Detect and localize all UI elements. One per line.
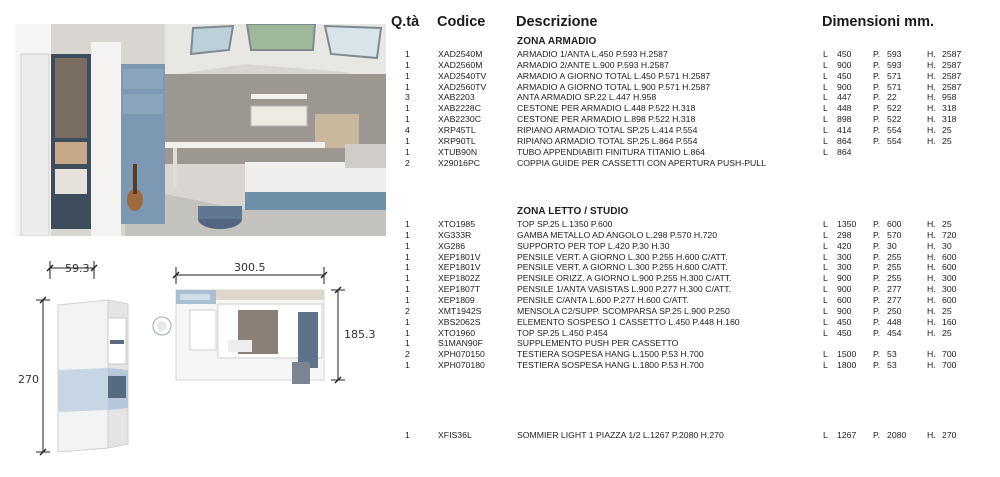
row-qty: 1 bbox=[405, 240, 410, 251]
row-h-label: H. bbox=[927, 251, 936, 262]
row-l-value: 898 bbox=[837, 114, 852, 125]
row-code: XPH070180 bbox=[438, 360, 485, 371]
row-l-value: 900 bbox=[837, 59, 852, 70]
row-p-value: 454 bbox=[887, 327, 902, 338]
header-dimensions: Dimensioni mm. bbox=[822, 14, 934, 30]
technical-drawings bbox=[0, 250, 390, 472]
table-row bbox=[390, 284, 1000, 295]
row-l-label: L bbox=[823, 229, 828, 240]
row-l-value: 450 bbox=[837, 70, 852, 81]
row-l-label: L bbox=[823, 262, 828, 273]
row-p-value: 571 bbox=[887, 81, 902, 92]
row-p-value: 593 bbox=[887, 49, 902, 59]
row-l-value: 300 bbox=[837, 251, 852, 262]
row-code: XEP1807T bbox=[438, 284, 481, 295]
row-description: PENSILE ORIZZ. A GIORNO L.900 P.255 H.300 C/ATT. bbox=[517, 273, 732, 284]
row-h-label: H. bbox=[927, 294, 936, 305]
header-description: Descrizione bbox=[516, 14, 598, 30]
table-row bbox=[390, 241, 1000, 252]
height-small-label: 270 bbox=[18, 373, 39, 386]
row-p-value: 522 bbox=[887, 114, 902, 125]
row-h-value: 300 bbox=[942, 284, 957, 295]
row-description: SUPPORTO PER TOP L.420 P.30 H.30 bbox=[517, 240, 670, 251]
row-p-value: 255 bbox=[887, 262, 902, 273]
row-code: X29016PC bbox=[438, 157, 481, 168]
row-p-label: P. bbox=[873, 49, 881, 59]
row-l-label: L bbox=[823, 349, 828, 360]
row-qty: 1 bbox=[405, 338, 410, 349]
row-h-label: H. bbox=[927, 229, 936, 240]
row-h-label: H. bbox=[927, 360, 936, 371]
table-row bbox=[390, 82, 1000, 93]
row-p-label: P. bbox=[873, 114, 881, 125]
row-description: ARMADIO 1/ANTA L.450 P.593 H.2587 bbox=[517, 49, 668, 59]
row-l-value: 1267 bbox=[837, 430, 857, 440]
row-code: XFIS36L bbox=[438, 430, 472, 440]
row-h-value: 2587 bbox=[942, 59, 962, 70]
row-description: COPPIA GUIDE PER CASSETTI CON APERTURA PUSH-PULL bbox=[517, 157, 766, 168]
row-p-label: P. bbox=[873, 262, 881, 273]
row-p-label: P. bbox=[873, 294, 881, 305]
row-h-value: 720 bbox=[942, 229, 957, 240]
row-p-label: P. bbox=[873, 229, 881, 240]
row-p-label: P. bbox=[873, 59, 881, 70]
row-p-label: P. bbox=[873, 316, 881, 327]
row-h-value: 25 bbox=[942, 135, 952, 146]
row-code: XG333R bbox=[438, 229, 472, 240]
row-l-label: L bbox=[823, 114, 828, 125]
table-row bbox=[390, 338, 1000, 349]
width-small-label: 59.3 bbox=[65, 262, 90, 275]
row-code: XTO1960 bbox=[438, 327, 476, 338]
row-p-label: P. bbox=[873, 430, 881, 440]
row-code: XAD2560M bbox=[438, 59, 483, 70]
row-h-value: 700 bbox=[942, 349, 957, 360]
row-qty: 1 bbox=[405, 284, 410, 295]
row-description: PENSILE 1/ANTA VASISTAS L.900 P.277 H.300 C/ATT. bbox=[517, 284, 732, 295]
row-code: XAD2540M bbox=[438, 49, 483, 59]
width-plan-label: 300.5 bbox=[234, 261, 266, 274]
row-description: TESTIERA SOSPESA HANG L.1800 P.53 H.700 bbox=[517, 360, 704, 371]
table-row bbox=[390, 230, 1000, 241]
row-h-label: H. bbox=[927, 430, 936, 440]
row-h-label: H. bbox=[927, 262, 936, 273]
parts-table bbox=[390, 0, 1000, 472]
row-qty: 1 bbox=[405, 360, 410, 371]
row-h-value: 300 bbox=[942, 273, 957, 284]
row-l-label: L bbox=[823, 103, 828, 114]
row-h-label: H. bbox=[927, 103, 936, 114]
row-l-value: 450 bbox=[837, 316, 852, 327]
table-row bbox=[390, 306, 1000, 317]
table-row bbox=[390, 219, 1000, 230]
table-row bbox=[390, 262, 1000, 273]
row-h-value: 25 bbox=[942, 124, 952, 135]
table-row bbox=[390, 49, 1000, 60]
row-l-value: 420 bbox=[837, 240, 852, 251]
row-code: XTUB90N bbox=[438, 146, 478, 157]
row-l-label: L bbox=[823, 219, 828, 229]
row-p-value: 522 bbox=[887, 103, 902, 114]
row-l-value: 864 bbox=[837, 135, 852, 146]
row-l-value: 450 bbox=[837, 49, 852, 59]
row-l-label: L bbox=[823, 240, 828, 251]
row-h-value: 958 bbox=[942, 92, 957, 103]
header-qty: Q.tà bbox=[391, 14, 420, 30]
row-code: XTO1985 bbox=[438, 219, 476, 229]
row-l-label: L bbox=[823, 327, 828, 338]
row-qty: 1 bbox=[405, 146, 410, 157]
row-qty: 1 bbox=[405, 316, 410, 327]
row-code: XAB2230C bbox=[438, 114, 481, 125]
row-l-label: L bbox=[823, 92, 828, 103]
row-p-label: P. bbox=[873, 273, 881, 284]
row-p-label: P. bbox=[873, 70, 881, 81]
row-h-label: H. bbox=[927, 273, 936, 284]
row-description: SUPPLEMENTO PUSH PER CASSETTO bbox=[517, 338, 679, 349]
row-code: XPH070150 bbox=[438, 349, 485, 360]
table-row bbox=[390, 103, 1000, 114]
row-h-value: 318 bbox=[942, 114, 957, 125]
row-description: TOP SP.25 L.1350 P.600 bbox=[517, 219, 613, 229]
row-h-value: 2587 bbox=[942, 81, 962, 92]
row-h-value: 2587 bbox=[942, 49, 962, 59]
row-qty: 1 bbox=[405, 273, 410, 284]
row-p-value: 593 bbox=[887, 59, 902, 70]
section-title: ZONA ARMADIO bbox=[517, 36, 597, 47]
row-p-label: P. bbox=[873, 305, 881, 316]
row-l-label: L bbox=[823, 284, 828, 295]
row-qty: 2 bbox=[405, 157, 410, 168]
row-l-label: L bbox=[823, 124, 828, 135]
row-l-value: 450 bbox=[837, 327, 852, 338]
row-h-label: H. bbox=[927, 135, 936, 146]
row-qty: 1 bbox=[405, 70, 410, 81]
row-code: XBS2062S bbox=[438, 316, 481, 327]
row-h-label: H. bbox=[927, 124, 936, 135]
row-p-label: P. bbox=[873, 327, 881, 338]
row-qty: 2 bbox=[405, 349, 410, 360]
row-p-label: P. bbox=[873, 124, 881, 135]
row-l-label: L bbox=[823, 430, 828, 440]
row-l-label: L bbox=[823, 305, 828, 316]
row-description: ARMADIO A GIORNO TOTAL L.900 P.571 H.2587 bbox=[517, 81, 711, 92]
depth-plan-label: 185.3 bbox=[344, 328, 376, 341]
row-l-value: 900 bbox=[837, 81, 852, 92]
row-l-label: L bbox=[823, 49, 828, 59]
table-row bbox=[390, 317, 1000, 328]
row-l-value: 447 bbox=[837, 92, 852, 103]
row-qty: 3 bbox=[405, 92, 410, 103]
row-code: XG286 bbox=[438, 240, 466, 251]
row-code: S1MAN90F bbox=[438, 338, 483, 349]
row-code: XEP1802Z bbox=[438, 273, 481, 284]
row-p-value: 571 bbox=[887, 70, 902, 81]
row-description: MENSOLA C2/SUPP. SCOMPARSA SP.25 L.900 P.250 bbox=[517, 305, 730, 316]
row-p-label: P. bbox=[873, 349, 881, 360]
row-l-label: L bbox=[823, 135, 828, 146]
row-code: XRP45TL bbox=[438, 124, 476, 135]
row-description: TESTIERA SOSPESA HANG L.1500 P.53 H.700 bbox=[517, 349, 704, 360]
table-row bbox=[390, 360, 1000, 371]
table-row bbox=[390, 328, 1000, 339]
row-l-value: 298 bbox=[837, 229, 852, 240]
row-description: CESTONE PER ARMADIO L.898 P.522 H.318 bbox=[517, 114, 696, 125]
row-l-label: L bbox=[823, 146, 828, 157]
row-p-label: P. bbox=[873, 103, 881, 114]
row-l-label: L bbox=[823, 360, 828, 371]
row-code: XAB2228C bbox=[438, 103, 481, 114]
row-code: XAB2203 bbox=[438, 92, 475, 103]
row-h-label: H. bbox=[927, 70, 936, 81]
row-description: PENSILE VERT. A GIORNO L.300 P.255 H.600 C/ATT. bbox=[517, 262, 728, 273]
table-row bbox=[390, 349, 1000, 360]
table-row bbox=[390, 136, 1000, 147]
row-qty: 1 bbox=[405, 251, 410, 262]
row-code: XMT1942S bbox=[438, 305, 482, 316]
row-l-label: L bbox=[823, 316, 828, 327]
row-p-value: 22 bbox=[887, 92, 897, 103]
row-h-value: 25 bbox=[942, 305, 952, 316]
row-description: SOMMIER LIGHT 1 PIAZZA 1/2 L.1267 P.2080 H.270 bbox=[517, 430, 724, 440]
row-qty: 1 bbox=[405, 327, 410, 338]
row-h-value: 25 bbox=[942, 219, 952, 229]
row-p-label: P. bbox=[873, 135, 881, 146]
table-row bbox=[390, 430, 1000, 441]
room-photo bbox=[15, 24, 386, 236]
row-p-label: P. bbox=[873, 360, 881, 371]
row-p-value: 448 bbox=[887, 316, 902, 327]
row-h-value: 318 bbox=[942, 103, 957, 114]
row-h-value: 270 bbox=[942, 430, 957, 440]
row-l-value: 900 bbox=[837, 273, 852, 284]
row-p-label: P. bbox=[873, 81, 881, 92]
row-h-label: H. bbox=[927, 316, 936, 327]
table-row bbox=[390, 114, 1000, 125]
row-code: XEP1801V bbox=[438, 262, 481, 273]
row-qty: 4 bbox=[405, 124, 410, 135]
row-description: TOP SP.25 L.450 P.454 bbox=[517, 327, 608, 338]
row-h-value: 600 bbox=[942, 294, 957, 305]
row-l-label: L bbox=[823, 273, 828, 284]
row-description: RIPIANO ARMADIO TOTAL SP.25 L.414 P.554 bbox=[517, 124, 698, 135]
row-qty: 1 bbox=[405, 135, 410, 146]
row-p-value: 53 bbox=[887, 360, 897, 371]
row-description: CESTONE PER ARMADIO L.448 P.522 H.318 bbox=[517, 103, 696, 114]
row-l-label: L bbox=[823, 81, 828, 92]
row-l-value: 900 bbox=[837, 305, 852, 316]
row-h-value: 25 bbox=[942, 327, 952, 338]
row-h-label: H. bbox=[927, 49, 936, 59]
table-row bbox=[390, 147, 1000, 158]
row-h-label: H. bbox=[927, 284, 936, 295]
row-h-value: 160 bbox=[942, 316, 957, 327]
row-p-value: 53 bbox=[887, 349, 897, 360]
row-h-label: H. bbox=[927, 81, 936, 92]
row-description: ARMADIO A GIORNO TOTAL L.450 P.571 H.2587 bbox=[517, 70, 711, 81]
row-description: ELEMENTO SOSPESO 1 CASSETTO L.450 P.448 H.160 bbox=[517, 316, 740, 327]
row-l-value: 1800 bbox=[837, 360, 857, 371]
row-p-value: 30 bbox=[887, 240, 897, 251]
row-description: PENSILE C/ANTA L.600 P.277 H.600 C/ATT. bbox=[517, 294, 689, 305]
row-p-label: P. bbox=[873, 240, 881, 251]
row-l-value: 414 bbox=[837, 124, 852, 135]
table-row bbox=[390, 273, 1000, 284]
row-description: ANTA ARMADIO SP.22 L.447 H.958 bbox=[517, 92, 657, 103]
row-l-value: 600 bbox=[837, 294, 852, 305]
row-code: XEP1801V bbox=[438, 251, 481, 262]
row-code: XRP90TL bbox=[438, 135, 476, 146]
row-l-label: L bbox=[823, 294, 828, 305]
row-p-label: P. bbox=[873, 251, 881, 262]
row-qty: 1 bbox=[405, 294, 410, 305]
row-h-value: 600 bbox=[942, 251, 957, 262]
row-p-label: P. bbox=[873, 284, 881, 295]
row-h-label: H. bbox=[927, 59, 936, 70]
row-qty: 1 bbox=[405, 219, 410, 229]
header-code: Codice bbox=[437, 14, 486, 30]
table-row bbox=[390, 252, 1000, 263]
row-description: ARMADIO 2/ANTE L.900 P.593 H.2587 bbox=[517, 59, 669, 70]
row-p-value: 554 bbox=[887, 124, 902, 135]
row-l-value: 300 bbox=[837, 262, 852, 273]
row-h-label: H. bbox=[927, 349, 936, 360]
row-code: XAD2560TV bbox=[438, 81, 487, 92]
row-p-value: 2080 bbox=[887, 430, 907, 440]
row-l-label: L bbox=[823, 59, 828, 70]
row-l-label: L bbox=[823, 70, 828, 81]
row-p-value: 277 bbox=[887, 284, 902, 295]
row-qty: 1 bbox=[405, 103, 410, 114]
row-h-value: 30 bbox=[942, 240, 952, 251]
section-title: ZONA LETTO / STUDIO bbox=[517, 206, 629, 217]
row-qty: 1 bbox=[405, 81, 410, 92]
row-code: XAD2540TV bbox=[438, 70, 487, 81]
row-h-label: H. bbox=[927, 92, 936, 103]
table-row bbox=[390, 158, 1000, 169]
row-p-value: 255 bbox=[887, 251, 902, 262]
row-h-label: H. bbox=[927, 219, 936, 229]
row-qty: 1 bbox=[405, 59, 410, 70]
row-qty: 1 bbox=[405, 229, 410, 240]
row-p-label: P. bbox=[873, 219, 881, 229]
row-l-value: 448 bbox=[837, 103, 852, 114]
table-row bbox=[390, 125, 1000, 136]
row-description: TUBO APPENDIABITI FINITURA TITANIO L.864 bbox=[517, 146, 705, 157]
row-qty: 1 bbox=[405, 262, 410, 273]
row-p-value: 554 bbox=[887, 135, 902, 146]
row-l-label: L bbox=[823, 251, 828, 262]
row-p-value: 250 bbox=[887, 305, 902, 316]
row-h-label: H. bbox=[927, 114, 936, 125]
row-l-value: 1500 bbox=[837, 349, 857, 360]
row-qty: 1 bbox=[405, 430, 410, 440]
table-row bbox=[390, 60, 1000, 71]
table-row bbox=[390, 92, 1000, 103]
row-qty: 1 bbox=[405, 49, 410, 59]
table-row bbox=[390, 295, 1000, 306]
row-h-label: H. bbox=[927, 240, 936, 251]
row-h-label: H. bbox=[927, 305, 936, 316]
row-h-value: 2587 bbox=[942, 70, 962, 81]
row-p-label: P. bbox=[873, 92, 881, 103]
row-p-value: 600 bbox=[887, 219, 902, 229]
row-p-value: 277 bbox=[887, 294, 902, 305]
row-h-value: 700 bbox=[942, 360, 957, 371]
row-p-value: 570 bbox=[887, 229, 902, 240]
row-l-value: 900 bbox=[837, 284, 852, 295]
row-code: XEP1809 bbox=[438, 294, 475, 305]
row-h-value: 600 bbox=[942, 262, 957, 273]
row-l-value: 1350 bbox=[837, 219, 857, 229]
row-p-value: 255 bbox=[887, 273, 902, 284]
row-description: PENSILE VERT. A GIORNO L.300 P.255 H.600 C/ATT. bbox=[517, 251, 728, 262]
row-qty: 2 bbox=[405, 305, 410, 316]
table-row bbox=[390, 71, 1000, 82]
row-description: GAMBA METALLO AD ANGOLO L.298 P.570 H.720 bbox=[517, 229, 718, 240]
row-l-value: 864 bbox=[837, 146, 852, 157]
row-qty: 1 bbox=[405, 114, 410, 125]
row-h-label: H. bbox=[927, 327, 936, 338]
row-description: RIPIANO ARMADIO TOTAL SP.25 L.864 P.554 bbox=[517, 135, 698, 146]
